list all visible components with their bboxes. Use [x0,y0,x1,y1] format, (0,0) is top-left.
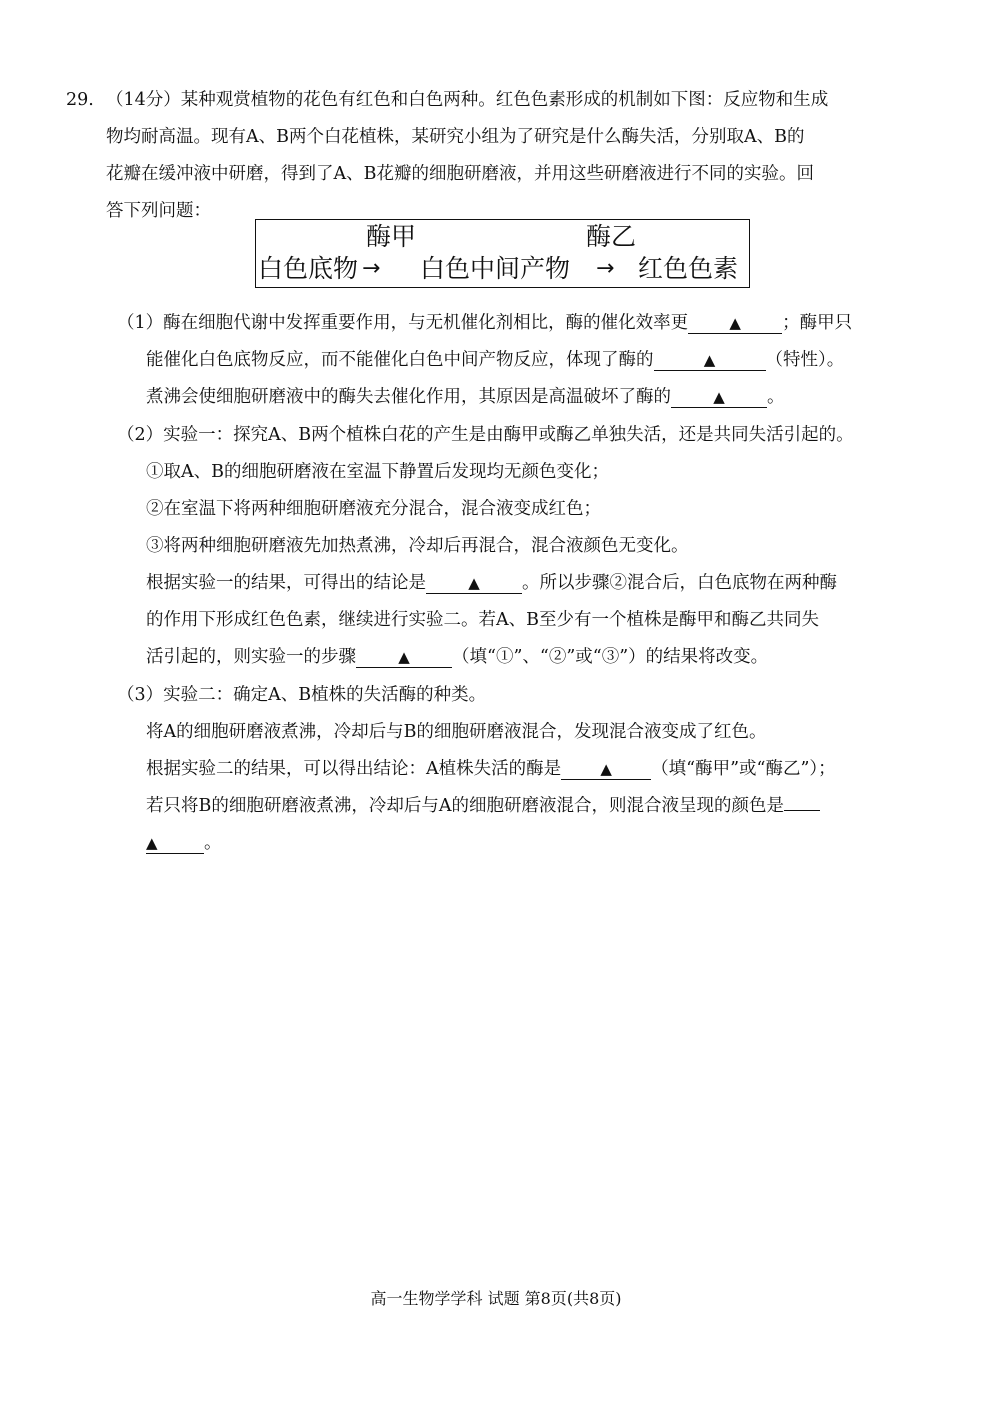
part2-text: 。所以步骤②混合后，白色底物在两种酶 [522,573,837,593]
arrow-icon: → [362,256,381,281]
answer-blank[interactable]: ▲ [688,313,782,334]
answer-blank-start[interactable] [784,810,820,811]
part1-line-1 [117,311,852,335]
part3-text: 若只将B的细胞研磨液煮沸，冷却后与A的细胞研磨液混合，则混合液呈现的颜色是 [146,796,784,816]
substrate-label: 白色底物 [258,254,359,283]
part3-text: （填“酶甲”或“酶乙”）； [651,759,836,779]
enzyme-1-label: 酶甲 [366,222,417,251]
answer-blank[interactable]: ▲ [561,759,651,780]
product-label: 红色色素 [638,254,739,283]
part2-text: 根据实验一的结果，可得出的结论是 [146,573,426,593]
answer-blank[interactable]: ▲ [426,573,522,594]
part3-line-1: （3）实验二：确定A、B植株的失活酶的种类。 [117,685,487,705]
intermediate-label: 白色中间产物 [420,254,571,283]
intro-line-4: 答下列问题： [106,201,211,221]
part3-text: 根据实验二的结果，可以得出结论：A植株失活的酶是 [146,759,562,779]
intro-line-3: 花瓣在缓冲液中研磨，得到了A、B花瓣的细胞研磨液，并用这些研磨液进行不同的实验。回 [106,164,814,184]
step-1: ①取A、B的细胞研磨液在室温下静置后发现均无颜色变化； [146,462,609,482]
part3-text: 。 [204,833,222,853]
part3-line-5 [146,831,222,855]
intro-line-1: （14分）某种观赏植物的花色有红色和白色两种。红色色素形成的机制如下图：反应物和生成 [106,90,829,110]
page-footer: 高一生物学学科 试题 第8页(共8页) [370,1289,622,1308]
pathway-diagram [255,219,750,288]
step-3: ③将两种细胞研磨液先加热煮沸，冷却后再混合，混合液颜色无变化。 [146,536,689,556]
part1-text: 。 [767,387,785,407]
answer-blank[interactable]: ▲ [654,350,766,371]
answer-blank[interactable]: ▲ [671,387,767,408]
part1-line-3 [146,385,785,409]
part1-text: （特性）。 [765,350,845,370]
part2-text: 活引起的，则实验一的步骤 [146,647,356,667]
step-2: ②在室温下将两种细胞研磨液充分混合，混合液变成红色； [146,499,601,519]
part1-text: ；酶甲只 [782,313,853,333]
question-number: 29. [66,90,94,110]
part2-line-7 [146,645,768,669]
enzyme-2-label: 酶乙 [586,222,637,251]
part2-line-1: （2）实验一：探究A、B两个植株白花的产生是由酶甲或酶乙单独失活，还是共同失活引起的。 [117,425,854,445]
part1-line-2 [146,348,844,372]
part2-line-5 [146,571,837,595]
intro-line-2: 物均耐高温。现有A、B两个白花植株，某研究小组为了研究是什么酶失活，分别取A、B的 [106,127,805,147]
part2-text: （填“①”、“②”或“③”）的结果将改变。 [452,647,769,667]
part3-line-4 [146,794,820,818]
part2-line-6: 的作用下形成红色色素，继续进行实验二。若A、B至少有一个植株是酶甲和酶乙共同失 [146,610,819,630]
arrow-icon: → [596,256,615,281]
part1-text: 煮沸会使细胞研磨液中的酶失去催化作用，其原因是高温破坏了酶的 [146,387,671,407]
part1-text: （1）酶在细胞代谢中发挥重要作用，与无机催化剂相比，酶的催化效率更 [117,313,689,333]
answer-blank[interactable]: ▲ [146,833,204,854]
part3-line-2: 将A的细胞研磨液煮沸，冷却后与B的细胞研磨液混合，发现混合液变成了红色。 [146,722,767,742]
answer-blank[interactable]: ▲ [356,647,452,668]
part1-text: 能催化白色底物反应，而不能催化白色中间产物反应，体现了酶的 [146,350,654,370]
part3-line-3 [146,757,836,781]
